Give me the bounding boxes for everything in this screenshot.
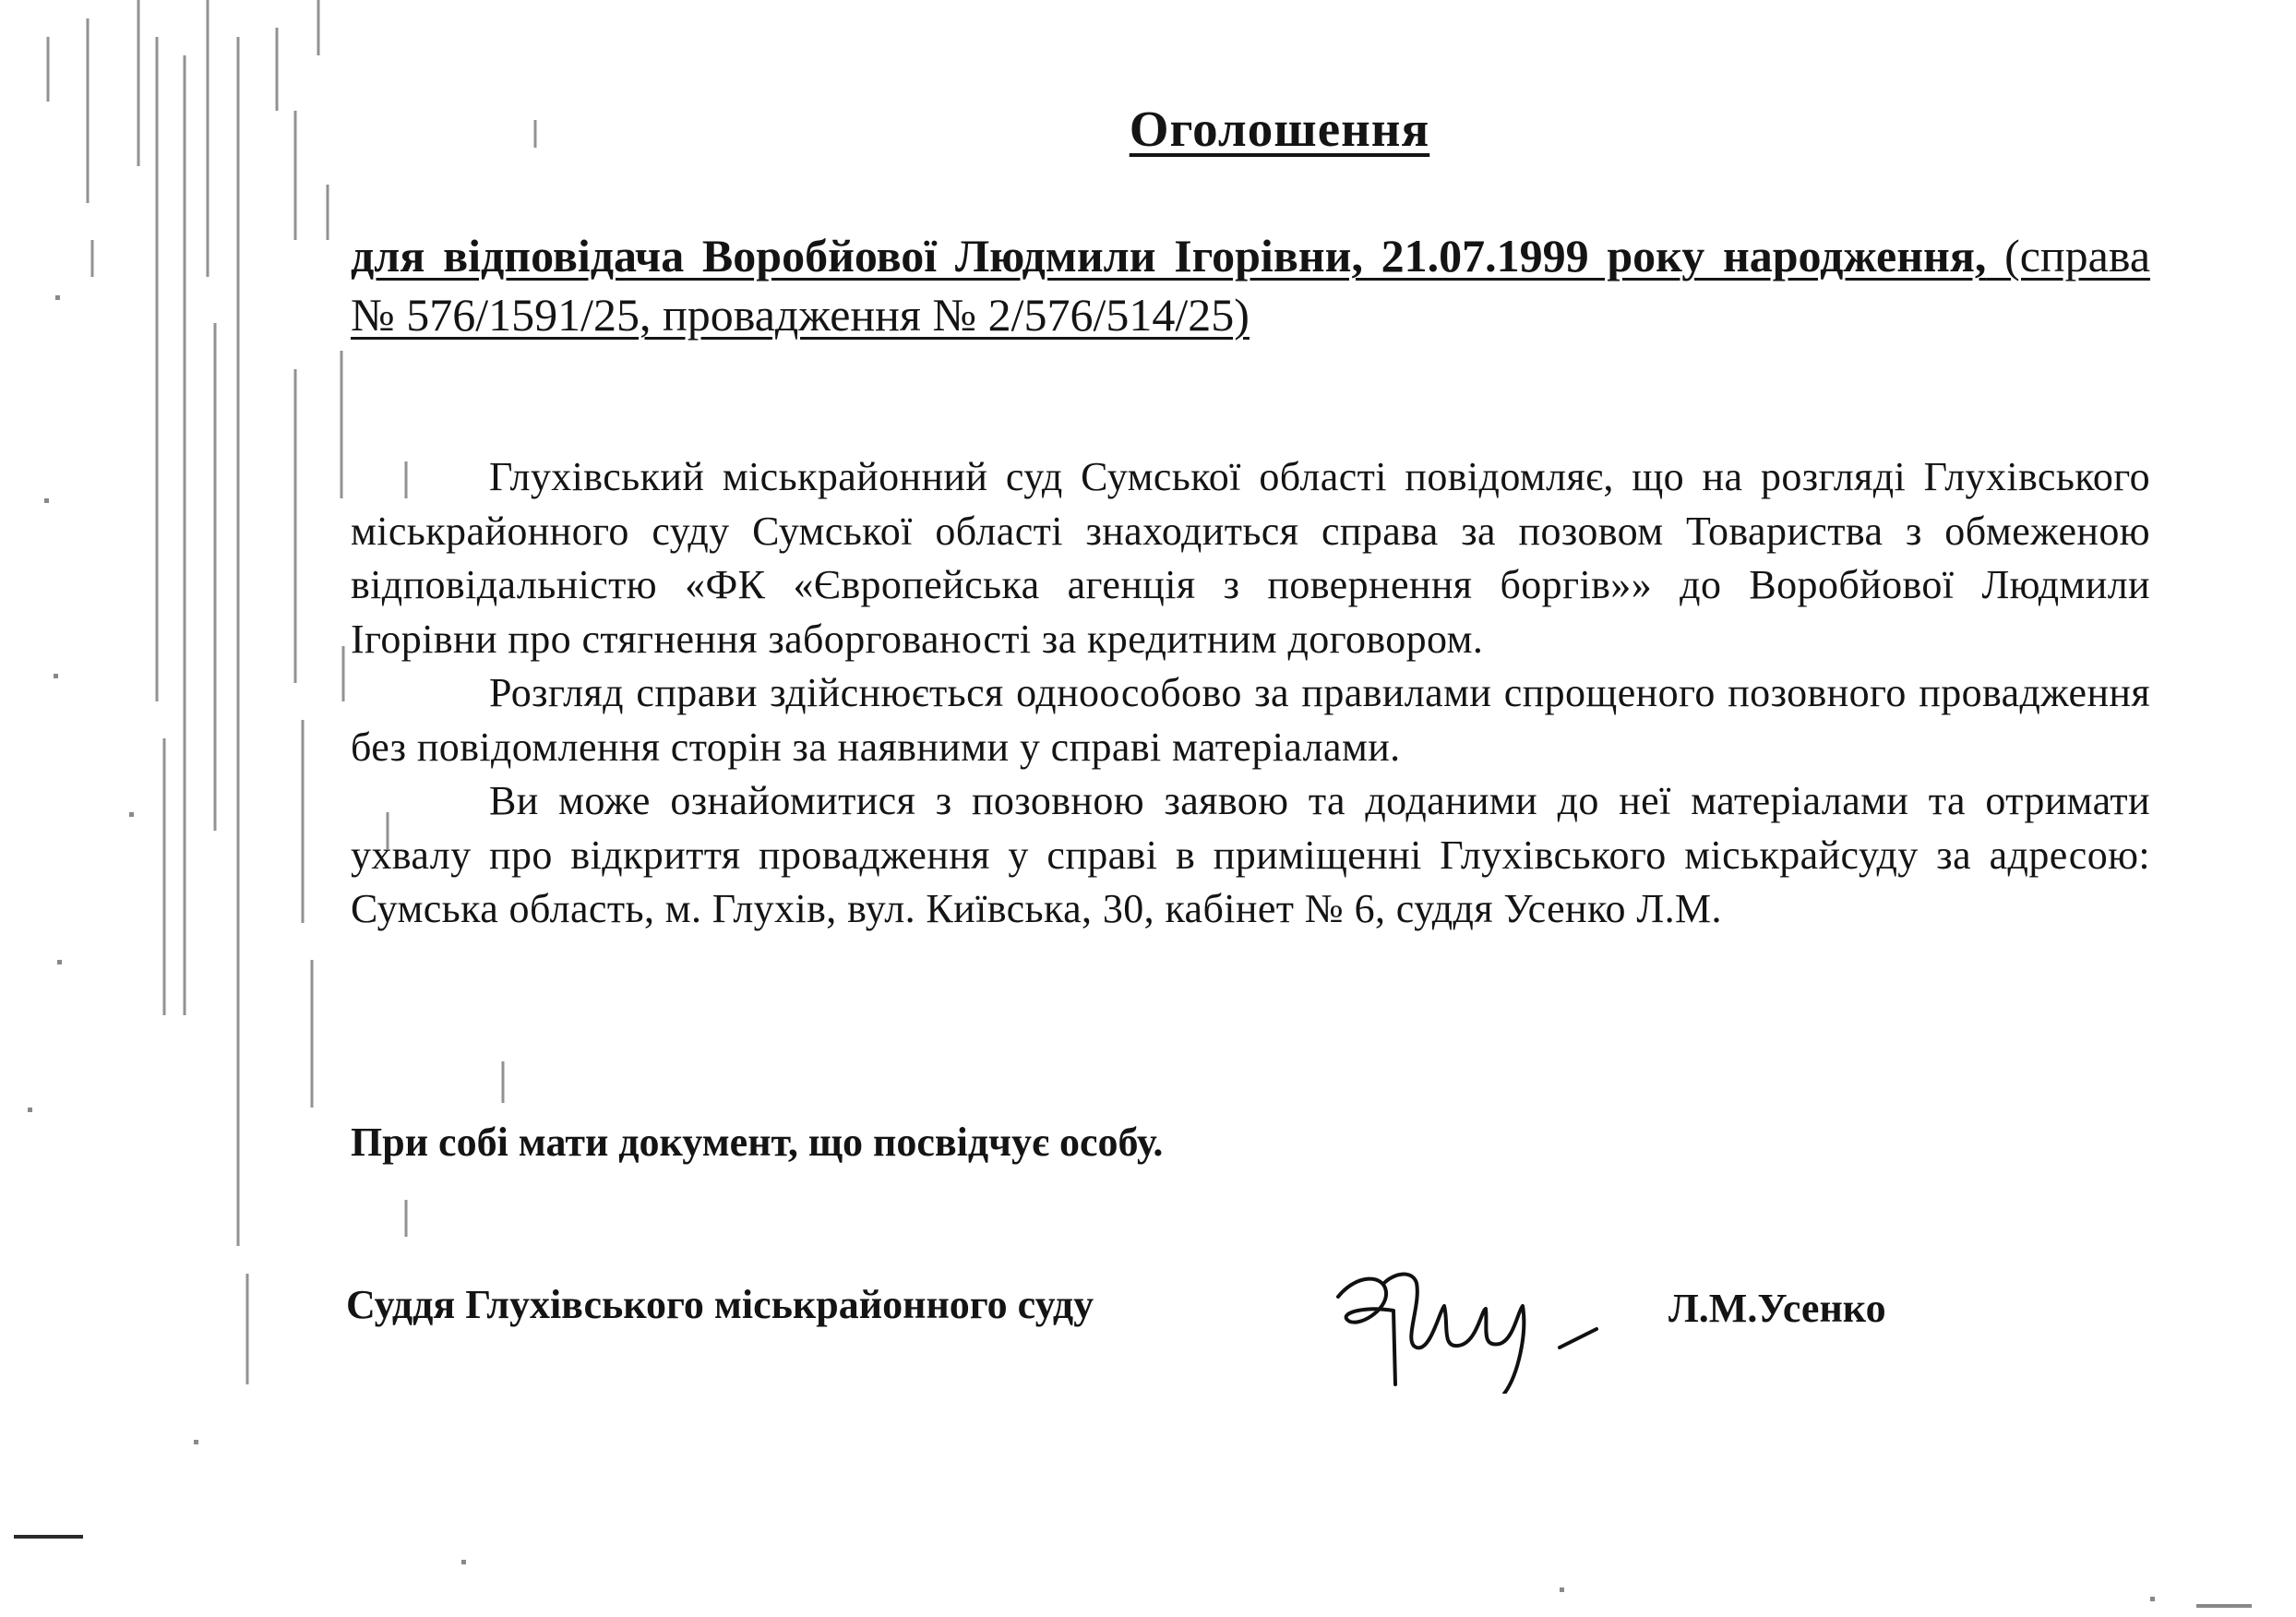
identity-note: При собі мати документ, що посвідчує особу. <box>351 1120 1164 1165</box>
body-paragraph: Ви може ознайомитися з позовною заявою та доданими до неї матеріалами та отримати ухвалу про відкриття провадження у справі в приміщенні Глухівського міськрайсуду за адресою: Сумська область, м. Глухів, вул. Київська, 30, кабінет № 6, суддя Усенко Л.М. <box>351 778 2150 931</box>
body-paragraph: Розгляд справи здійснюється одноособово за правилами спрощеного позовного провадження без повідомлення сторін за наявними у справі матеріалами. <box>351 670 2150 770</box>
document-title <box>0 100 2296 158</box>
document-body <box>351 450 2150 937</box>
body-paragraph: Глухівський міськрайонний суд Сумської області повідомляє, що на розгляді Глухівського міськрайонного суду Сумської області знаходиться справа за позовом Товариства з обмеженою відповідальністю «ФК «Європейська агенція з повернення боргів»» до Воробйової Людмили Ігорівни про стягнення заборгованості за кредитним договором. <box>351 454 2150 662</box>
signatory-name: Л.М.Усенко <box>1668 1286 1886 1331</box>
subject-addressee: для відповідача Воробйової Людмили Ігорівни, 21.07.1999 року народження, <box>351 230 1987 281</box>
signatory-position: Суддя Глухівського міськрайонного суду <box>346 1282 1094 1327</box>
document-title-text: Оголошення <box>1129 101 1430 157</box>
handwritten-signature <box>1329 1255 1606 1394</box>
subject-case-number: (справа № 576/1591/25, провадження № 2/576/514/25) <box>351 230 2151 341</box>
document-subject <box>351 226 2150 344</box>
